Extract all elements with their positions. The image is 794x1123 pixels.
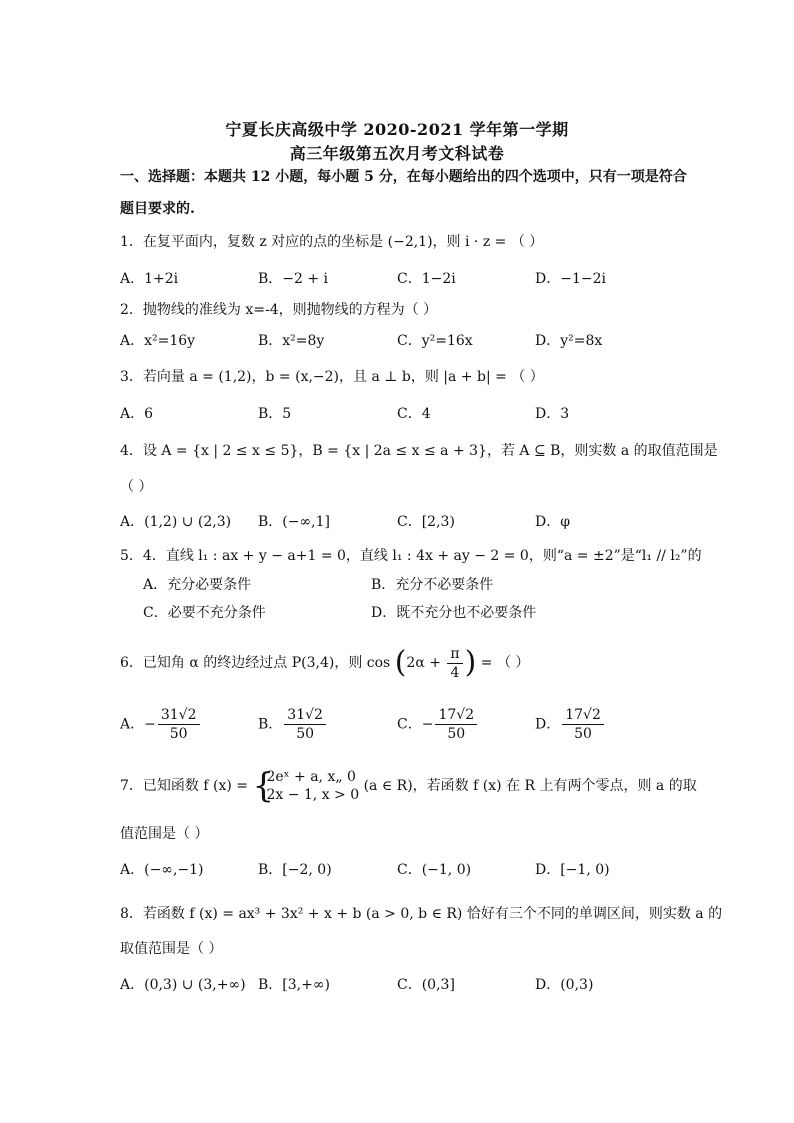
question-8-option-d: D．(0,3) (535, 977, 594, 993)
question-5-option-d: D．既不充分也不必要条件 (371, 605, 537, 621)
question-8-option-c: C．(0,3] (397, 977, 455, 993)
question-6-option-a (120, 706, 202, 743)
question-6-option-d (535, 706, 606, 743)
question-8-stem: 8．若函数 f (x) = ax³ + 3x² + x + b (a > 0, b ∈ R) 恰好有三个不同的单调区间，则实数 a 的 (120, 906, 723, 922)
exam-school-title: 宁夏长庆高级中学 2020-2021 学年第一学期 (225, 120, 569, 139)
question-3-option-b: B．5 (258, 406, 292, 422)
question-3-stem: 3．若向量 a = (1,2)，b = (x,−2)，且 a ⊥ b，则 |a + b| = （ ） (120, 369, 544, 385)
question-1-stem: 1．在复平面内，复数 z 对应的点的坐标是 (−2,1)，则 i · z = （ ） (120, 234, 544, 250)
question-6-option-c-denominator: 50 (447, 726, 466, 742)
question-2-option-d: D．y²=8x (535, 333, 603, 349)
question-4-option-b: B．(−∞,1] (258, 514, 330, 530)
question-8-option-b: B．[3,+∞) (258, 977, 330, 993)
question-8-option-a: A．(0,3) ∪ (3,+∞) (120, 977, 246, 993)
question-7-stem-text: 7．已知函数 f (x) = (120, 778, 248, 794)
question-2-option-c: C．y²=16x (397, 333, 473, 349)
question-6-pi-numerator: π (447, 645, 462, 664)
question-2-stem: 2．抛物线的准线为 x=-4，则抛物线的方程为（ ） (120, 302, 438, 318)
question-6-pi-over-4 (447, 645, 462, 682)
question-6-option-d-label: D． (535, 716, 561, 733)
question-4-option-a: A．(1,2) ∪ (2,3) (120, 514, 232, 530)
question-6-option-a-sign: − (144, 716, 156, 733)
question-7-case-2: 2x − 1, x > 0 (266, 787, 360, 803)
question-7-stem-end: (a ∈ R)，若函数 f (x) 在 R 上有两个零点，则 a 的取 (363, 778, 697, 794)
question-1-option-a: A．1+2i (120, 271, 179, 287)
question-4-stem: 4．设 A = {x | 2 ≤ x ≤ 5}，B = {x | 2a ≤ x ≤ a + 3}，若 A ⊆ B，则实数 a 的取值范围是 (120, 443, 718, 459)
question-6-option-b (258, 706, 328, 743)
question-6-option-c-numerator: 17√2 (435, 706, 477, 725)
question-6-option-a-fraction (158, 706, 200, 743)
question-6-option-a-label: A． (120, 716, 145, 733)
section-instructions-line2: 题目要求的. (120, 201, 195, 217)
question-3-option-d: D．3 (535, 406, 570, 422)
question-5-option-a: A．充分必要条件 (143, 577, 252, 593)
question-7-option-b: B．[−2, 0) (258, 862, 332, 878)
question-2-option-a: A．x²=16y (120, 333, 196, 349)
question-6-pi-denominator: 4 (450, 664, 460, 681)
question-1-option-c: C．1−2i (397, 271, 456, 287)
question-7-option-d: D．[−1, 0) (535, 862, 610, 878)
question-3-option-a: A．6 (120, 406, 154, 422)
question-6-option-d-numerator: 17√2 (562, 706, 604, 725)
question-6-angle-term: 2α + (406, 655, 441, 671)
question-4-option-d: D．φ (535, 514, 571, 530)
question-6-option-c (397, 706, 479, 743)
question-6-option-b-fraction (284, 706, 326, 743)
question-6-option-d-denominator: 50 (574, 726, 592, 742)
question-6-open-paren: ( (394, 645, 407, 680)
question-7-case-1: 2eˣ + a, x„ 0 (266, 769, 356, 785)
question-6-option-a-numerator: 31√2 (158, 706, 200, 725)
question-6-stem-end: = （ ） (480, 655, 530, 671)
question-5-option-c: C．必要不充分条件 (143, 605, 266, 621)
section-instructions-line1: 一、选择题：本题共 12 小题，每小题 5 分，在每小题给出的四个选项中，只有一项是符合 (120, 169, 687, 185)
question-6-option-a-denominator: 50 (169, 726, 188, 742)
question-6-option-c-label: C． (397, 716, 422, 733)
question-5-option-b: B．充分不必要条件 (371, 577, 494, 593)
question-4-answer-blank: （ ） (120, 479, 153, 495)
question-7-stem-line2: 值范围是（ ） (120, 826, 209, 842)
question-6-close-paren: ) (464, 645, 477, 680)
exam-paper-title: 高三年级第五次月考文科试卷 (289, 144, 505, 163)
question-3-option-c: C．4 (397, 406, 431, 422)
question-2-option-b: B．x²=8y (258, 333, 325, 349)
question-7-brace: { (252, 766, 275, 806)
question-8-stem-line2: 取值范围是（ ） (120, 941, 223, 957)
question-6-stem-text: 6．已知角 α 的终边经过点 P(3,4)，则 cos (120, 655, 391, 671)
question-6-option-d-fraction (562, 706, 604, 743)
question-4-option-c: C．[2,3) (397, 514, 455, 530)
question-7-option-c: C．(−1, 0) (397, 862, 472, 878)
question-1-option-b: B．−2 + i (258, 271, 329, 287)
question-5-stem: 5．4．直线 l₁ : ax + y − a+1 = 0，直线 l₁ : 4x + ay − 2 = 0，则“a = ±2”是“l₁ // l₂”的 (120, 548, 702, 564)
question-6-stem (120, 644, 529, 682)
question-6-option-c-sign: − (421, 716, 434, 733)
question-1-option-d: D．−1−2i (535, 271, 606, 287)
question-7-option-a: A．(−∞,−1) (120, 862, 204, 878)
question-7-stem (120, 766, 697, 806)
question-7-piecewise (252, 768, 359, 804)
question-6-option-b-label: B． (258, 716, 283, 733)
question-6-option-b-denominator: 50 (296, 726, 315, 742)
question-6-option-c-fraction (435, 706, 477, 743)
question-6-option-b-numerator: 31√2 (284, 706, 326, 725)
